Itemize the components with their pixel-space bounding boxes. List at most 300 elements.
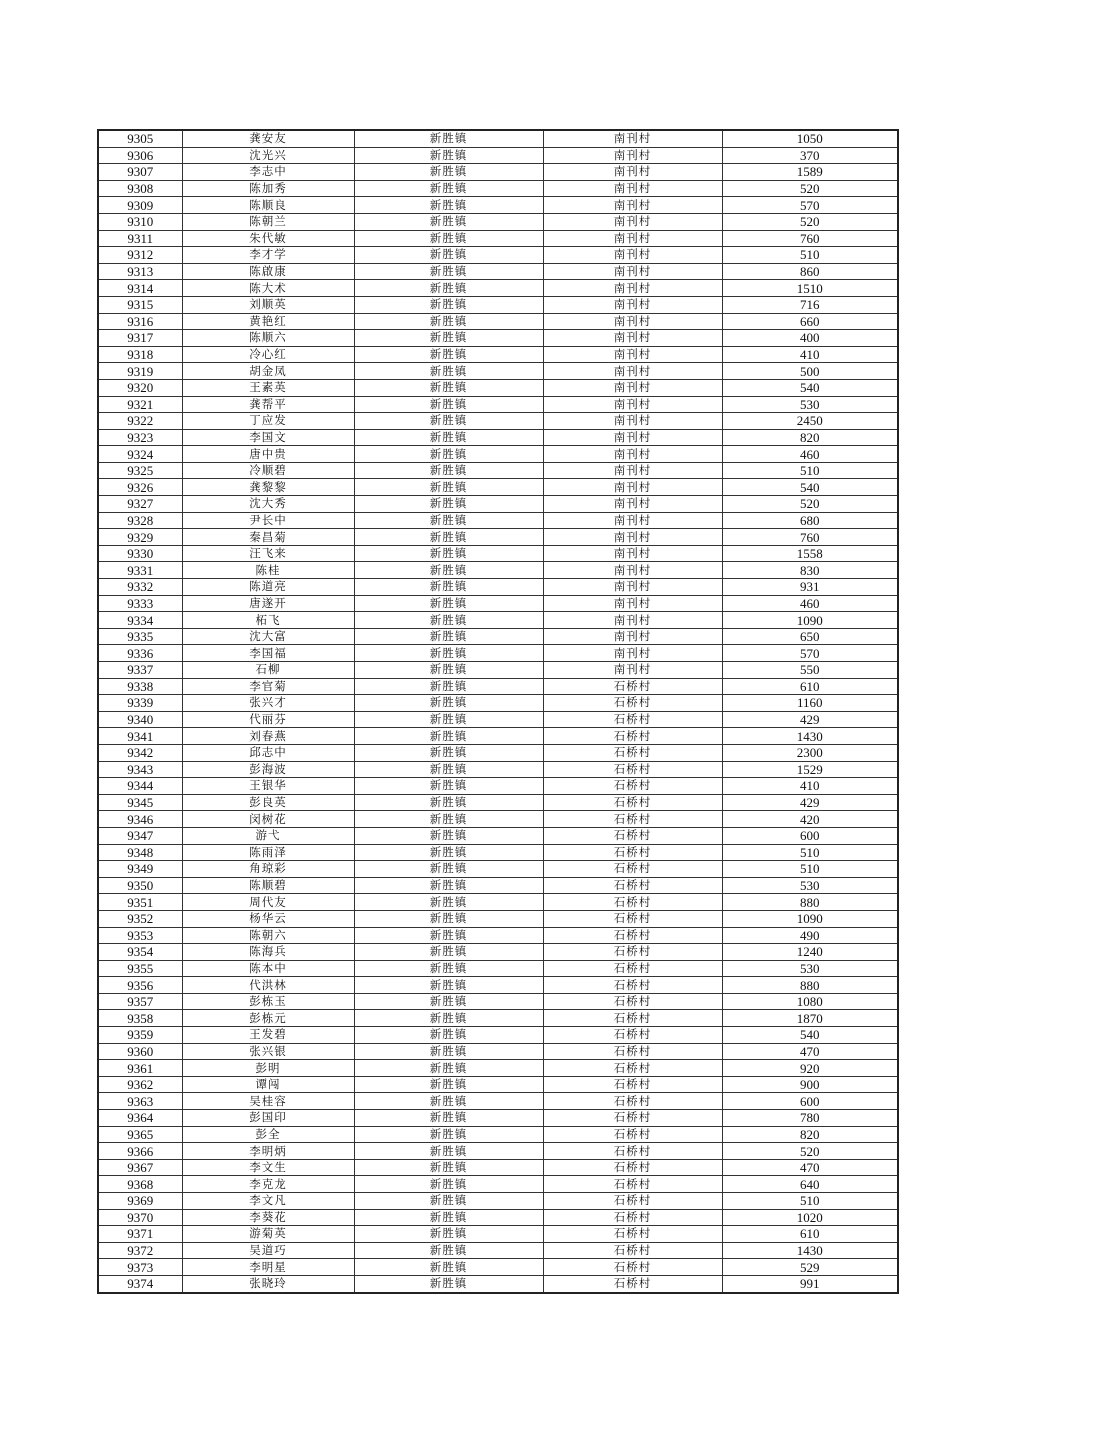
amount-cell: 640: [722, 1176, 898, 1193]
table-row: [98, 695, 898, 712]
name-cell: 李文凡: [182, 1193, 354, 1210]
id-cell: 9361: [98, 1060, 182, 1077]
village-cell: 南刊村: [543, 379, 722, 396]
town-cell: 新胜镇: [354, 413, 543, 430]
amount-cell: 780: [722, 1110, 898, 1127]
village-cell: 南刊村: [543, 280, 722, 297]
name-cell: 龚安友: [182, 130, 354, 147]
amount-cell: 1080: [722, 993, 898, 1010]
town-cell: 新胜镇: [354, 844, 543, 861]
name-cell: 汪飞来: [182, 545, 354, 562]
table-row: [98, 993, 898, 1010]
amount-cell: 1558: [722, 545, 898, 562]
village-cell: 石桥村: [543, 744, 722, 761]
name-cell: 刘顺英: [182, 296, 354, 313]
village-cell: 石桥村: [543, 1060, 722, 1077]
id-cell: 9363: [98, 1093, 182, 1110]
name-cell: 冷顺碧: [182, 462, 354, 479]
id-cell: 9353: [98, 927, 182, 944]
village-cell: 石桥村: [543, 894, 722, 911]
town-cell: 新胜镇: [354, 728, 543, 745]
id-cell: 9350: [98, 877, 182, 894]
amount-cell: 470: [722, 1159, 898, 1176]
amount-cell: 860: [722, 263, 898, 280]
village-cell: 石桥村: [543, 1010, 722, 1027]
table-row: [98, 1242, 898, 1259]
id-cell: 9318: [98, 346, 182, 363]
town-cell: 新胜镇: [354, 429, 543, 446]
town-cell: 新胜镇: [354, 313, 543, 330]
id-cell: 9323: [98, 429, 182, 446]
table-row: [98, 330, 898, 347]
town-cell: 新胜镇: [354, 247, 543, 264]
amount-cell: 900: [722, 1076, 898, 1093]
town-cell: 新胜镇: [354, 993, 543, 1010]
amount-cell: 540: [722, 379, 898, 396]
name-cell: 唐遂开: [182, 595, 354, 612]
amount-cell: 520: [722, 213, 898, 230]
amount-cell: 510: [722, 1193, 898, 1210]
table-row: [98, 164, 898, 181]
amount-cell: 610: [722, 678, 898, 695]
town-cell: 新胜镇: [354, 744, 543, 761]
amount-cell: 400: [722, 330, 898, 347]
amount-cell: 880: [722, 894, 898, 911]
name-cell: 李明星: [182, 1259, 354, 1276]
id-cell: 9352: [98, 910, 182, 927]
village-cell: 南刊村: [543, 462, 722, 479]
village-cell: 石桥村: [543, 1259, 722, 1276]
table-row: [98, 346, 898, 363]
village-cell: 南刊村: [543, 363, 722, 380]
table-row: [98, 744, 898, 761]
town-cell: 新胜镇: [354, 512, 543, 529]
name-cell: 李官菊: [182, 678, 354, 695]
name-cell: 陈啟康: [182, 263, 354, 280]
town-cell: 新胜镇: [354, 1275, 543, 1292]
id-cell: 9306: [98, 147, 182, 164]
village-cell: 南刊村: [543, 429, 722, 446]
amount-cell: 760: [722, 529, 898, 546]
name-cell: 陈顺六: [182, 330, 354, 347]
town-cell: 新胜镇: [354, 927, 543, 944]
village-cell: 南刊村: [543, 230, 722, 247]
name-cell: 陈雨泽: [182, 844, 354, 861]
town-cell: 新胜镇: [354, 396, 543, 413]
table-row: [98, 462, 898, 479]
table-row: [98, 977, 898, 994]
table-row: [98, 678, 898, 695]
id-cell: 9320: [98, 379, 182, 396]
name-cell: 陈朝六: [182, 927, 354, 944]
table-row: [98, 496, 898, 513]
name-cell: 彭栋玉: [182, 993, 354, 1010]
id-cell: 9357: [98, 993, 182, 1010]
town-cell: 新胜镇: [354, 662, 543, 679]
town-cell: 新胜镇: [354, 778, 543, 795]
village-cell: 南刊村: [543, 628, 722, 645]
town-cell: 新胜镇: [354, 1209, 543, 1226]
id-cell: 9345: [98, 794, 182, 811]
village-cell: 南刊村: [543, 529, 722, 546]
town-cell: 新胜镇: [354, 330, 543, 347]
name-cell: 张晓玲: [182, 1275, 354, 1292]
name-cell: 代洪林: [182, 977, 354, 994]
id-cell: 9372: [98, 1242, 182, 1259]
amount-cell: 1510: [722, 280, 898, 297]
amount-cell: 370: [722, 147, 898, 164]
town-cell: 新胜镇: [354, 446, 543, 463]
id-cell: 9334: [98, 612, 182, 629]
village-cell: 石桥村: [543, 1143, 722, 1160]
id-cell: 9324: [98, 446, 182, 463]
id-cell: 9335: [98, 628, 182, 645]
table-row: [98, 645, 898, 662]
amount-cell: 530: [722, 396, 898, 413]
name-cell: 李国文: [182, 429, 354, 446]
name-cell: 沈大秀: [182, 496, 354, 513]
village-cell: 石桥村: [543, 1176, 722, 1193]
village-cell: 南刊村: [543, 413, 722, 430]
village-cell: 南刊村: [543, 197, 722, 214]
amount-cell: 820: [722, 1126, 898, 1143]
id-cell: 9332: [98, 579, 182, 596]
town-cell: 新胜镇: [354, 977, 543, 994]
id-cell: 9343: [98, 761, 182, 778]
amount-cell: 1090: [722, 612, 898, 629]
village-cell: 石桥村: [543, 844, 722, 861]
table-row: [98, 595, 898, 612]
amount-cell: 530: [722, 960, 898, 977]
amount-cell: 660: [722, 313, 898, 330]
village-cell: 南刊村: [543, 496, 722, 513]
table-row: [98, 579, 898, 596]
town-cell: 新胜镇: [354, 861, 543, 878]
name-cell: 石柳: [182, 662, 354, 679]
table-row: [98, 247, 898, 264]
amount-cell: 920: [722, 1060, 898, 1077]
id-cell: 9338: [98, 678, 182, 695]
name-cell: 王素英: [182, 379, 354, 396]
village-cell: 石桥村: [543, 827, 722, 844]
village-cell: 石桥村: [543, 944, 722, 961]
town-cell: 新胜镇: [354, 579, 543, 596]
amount-cell: 500: [722, 363, 898, 380]
name-cell: 吴桂容: [182, 1093, 354, 1110]
town-cell: 新胜镇: [354, 130, 543, 147]
id-cell: 9330: [98, 545, 182, 562]
table-row: [98, 230, 898, 247]
name-cell: 游菊英: [182, 1226, 354, 1243]
id-cell: 9328: [98, 512, 182, 529]
name-cell: 陈顺良: [182, 197, 354, 214]
town-cell: 新胜镇: [354, 363, 543, 380]
name-cell: 周代友: [182, 894, 354, 911]
amount-cell: 680: [722, 512, 898, 529]
amount-cell: 820: [722, 429, 898, 446]
amount-cell: 830: [722, 562, 898, 579]
amount-cell: 1050: [722, 130, 898, 147]
town-cell: 新胜镇: [354, 479, 543, 496]
table-row: [98, 877, 898, 894]
table-row: [98, 296, 898, 313]
table-row: [98, 1209, 898, 1226]
town-cell: 新胜镇: [354, 180, 543, 197]
village-cell: 石桥村: [543, 711, 722, 728]
name-cell: 王发碧: [182, 1027, 354, 1044]
amount-cell: 570: [722, 645, 898, 662]
table-row: [98, 1027, 898, 1044]
amount-cell: 510: [722, 844, 898, 861]
id-cell: 9374: [98, 1275, 182, 1292]
table-row: [98, 562, 898, 579]
village-cell: 石桥村: [543, 778, 722, 795]
village-cell: 石桥村: [543, 1027, 722, 1044]
table-row: [98, 479, 898, 496]
name-cell: 吴道巧: [182, 1242, 354, 1259]
town-cell: 新胜镇: [354, 230, 543, 247]
id-cell: 9329: [98, 529, 182, 546]
amount-cell: 520: [722, 1143, 898, 1160]
village-cell: 石桥村: [543, 761, 722, 778]
amount-cell: 1589: [722, 164, 898, 181]
village-cell: 南刊村: [543, 479, 722, 496]
id-cell: 9358: [98, 1010, 182, 1027]
name-cell: 龚黎黎: [182, 479, 354, 496]
village-cell: 南刊村: [543, 446, 722, 463]
town-cell: 新胜镇: [354, 164, 543, 181]
amount-cell: 529: [722, 1259, 898, 1276]
village-cell: 石桥村: [543, 1226, 722, 1243]
table-row: [98, 927, 898, 944]
table-row: [98, 728, 898, 745]
name-cell: 李文生: [182, 1159, 354, 1176]
village-cell: 南刊村: [543, 130, 722, 147]
table-row: [98, 910, 898, 927]
town-cell: 新胜镇: [354, 280, 543, 297]
amount-cell: 429: [722, 711, 898, 728]
id-cell: 9336: [98, 645, 182, 662]
id-cell: 9341: [98, 728, 182, 745]
table-row: [98, 960, 898, 977]
village-cell: 南刊村: [543, 579, 722, 596]
id-cell: 9342: [98, 744, 182, 761]
amount-cell: 410: [722, 778, 898, 795]
table-row: [98, 1043, 898, 1060]
village-cell: 石桥村: [543, 927, 722, 944]
id-cell: 9326: [98, 479, 182, 496]
table-row: [98, 1193, 898, 1210]
name-cell: 冷心红: [182, 346, 354, 363]
town-cell: 新胜镇: [354, 910, 543, 927]
table-row: [98, 1076, 898, 1093]
name-cell: 彭栋元: [182, 1010, 354, 1027]
town-cell: 新胜镇: [354, 1193, 543, 1210]
town-cell: 新胜镇: [354, 1027, 543, 1044]
name-cell: 唐中贵: [182, 446, 354, 463]
amount-cell: 610: [722, 1226, 898, 1243]
amount-cell: 1160: [722, 695, 898, 712]
name-cell: 张兴才: [182, 695, 354, 712]
id-cell: 9305: [98, 130, 182, 147]
id-cell: 9316: [98, 313, 182, 330]
id-cell: 9331: [98, 562, 182, 579]
village-cell: 南刊村: [543, 313, 722, 330]
id-cell: 9349: [98, 861, 182, 878]
amount-cell: 880: [722, 977, 898, 994]
name-cell: 彭良英: [182, 794, 354, 811]
amount-cell: 410: [722, 346, 898, 363]
village-cell: 石桥村: [543, 1159, 722, 1176]
town-cell: 新胜镇: [354, 1242, 543, 1259]
id-cell: 9339: [98, 695, 182, 712]
table-row: [98, 545, 898, 562]
town-cell: 新胜镇: [354, 1226, 543, 1243]
town-cell: 新胜镇: [354, 462, 543, 479]
id-cell: 9321: [98, 396, 182, 413]
id-cell: 9364: [98, 1110, 182, 1127]
village-cell: 南刊村: [543, 147, 722, 164]
town-cell: 新胜镇: [354, 894, 543, 911]
table-row: [98, 180, 898, 197]
name-cell: 李克龙: [182, 1176, 354, 1193]
table-row: [98, 1275, 898, 1292]
town-cell: 新胜镇: [354, 197, 543, 214]
id-cell: 9337: [98, 662, 182, 679]
id-cell: 9368: [98, 1176, 182, 1193]
name-cell: 沈光兴: [182, 147, 354, 164]
id-cell: 9333: [98, 595, 182, 612]
village-cell: 南刊村: [543, 346, 722, 363]
name-cell: 黄艳红: [182, 313, 354, 330]
table-row: [98, 778, 898, 795]
town-cell: 新胜镇: [354, 562, 543, 579]
village-cell: 南刊村: [543, 645, 722, 662]
amount-cell: 1430: [722, 1242, 898, 1259]
town-cell: 新胜镇: [354, 296, 543, 313]
table-row: [98, 1060, 898, 1077]
table-row: [98, 1143, 898, 1160]
table-row: [98, 429, 898, 446]
id-cell: 9310: [98, 213, 182, 230]
town-cell: 新胜镇: [354, 695, 543, 712]
id-cell: 9344: [98, 778, 182, 795]
town-cell: 新胜镇: [354, 1093, 543, 1110]
village-cell: 石桥村: [543, 1275, 722, 1292]
village-cell: 石桥村: [543, 794, 722, 811]
amount-cell: 429: [722, 794, 898, 811]
town-cell: 新胜镇: [354, 545, 543, 562]
village-cell: 石桥村: [543, 1193, 722, 1210]
amount-cell: 1870: [722, 1010, 898, 1027]
amount-cell: 420: [722, 811, 898, 828]
table-row: [98, 130, 898, 147]
village-cell: 石桥村: [543, 678, 722, 695]
table-row: [98, 811, 898, 828]
name-cell: 尹长中: [182, 512, 354, 529]
table-row: [98, 711, 898, 728]
amount-cell: 550: [722, 662, 898, 679]
village-cell: 石桥村: [543, 910, 722, 927]
id-cell: 9314: [98, 280, 182, 297]
name-cell: 沈大富: [182, 628, 354, 645]
table-row: [98, 1259, 898, 1276]
town-cell: 新胜镇: [354, 147, 543, 164]
town-cell: 新胜镇: [354, 263, 543, 280]
table-row: [98, 213, 898, 230]
town-cell: 新胜镇: [354, 529, 543, 546]
village-cell: 南刊村: [543, 213, 722, 230]
town-cell: 新胜镇: [354, 1060, 543, 1077]
name-cell: 陈桂: [182, 562, 354, 579]
town-cell: 新胜镇: [354, 496, 543, 513]
village-cell: 石桥村: [543, 1076, 722, 1093]
id-cell: 9317: [98, 330, 182, 347]
id-cell: 9371: [98, 1226, 182, 1243]
amount-cell: 2450: [722, 413, 898, 430]
table-row: [98, 313, 898, 330]
records-table-body: [98, 130, 898, 1293]
amount-cell: 540: [722, 1027, 898, 1044]
id-cell: 9351: [98, 894, 182, 911]
village-cell: 南刊村: [543, 164, 722, 181]
name-cell: 王银华: [182, 778, 354, 795]
village-cell: 南刊村: [543, 595, 722, 612]
town-cell: 新胜镇: [354, 761, 543, 778]
amount-cell: 716: [722, 296, 898, 313]
amount-cell: 1529: [722, 761, 898, 778]
name-cell: 代丽芬: [182, 711, 354, 728]
id-cell: 9311: [98, 230, 182, 247]
id-cell: 9346: [98, 811, 182, 828]
village-cell: 石桥村: [543, 877, 722, 894]
town-cell: 新胜镇: [354, 1076, 543, 1093]
name-cell: 李志中: [182, 164, 354, 181]
table-row: [98, 844, 898, 861]
town-cell: 新胜镇: [354, 877, 543, 894]
town-cell: 新胜镇: [354, 1043, 543, 1060]
name-cell: 邱志中: [182, 744, 354, 761]
id-cell: 9312: [98, 247, 182, 264]
table-row: [98, 446, 898, 463]
table-row: [98, 827, 898, 844]
name-cell: 陈朝兰: [182, 213, 354, 230]
id-cell: 9322: [98, 413, 182, 430]
village-cell: 南刊村: [543, 396, 722, 413]
village-cell: 石桥村: [543, 1110, 722, 1127]
id-cell: 9356: [98, 977, 182, 994]
table-row: [98, 861, 898, 878]
name-cell: 李明炳: [182, 1143, 354, 1160]
village-cell: 南刊村: [543, 562, 722, 579]
name-cell: 胡金凤: [182, 363, 354, 380]
name-cell: 陈海兵: [182, 944, 354, 961]
village-cell: 石桥村: [543, 861, 722, 878]
table-row: [98, 396, 898, 413]
amount-cell: 510: [722, 861, 898, 878]
table-row: [98, 363, 898, 380]
village-cell: 南刊村: [543, 263, 722, 280]
amount-cell: 540: [722, 479, 898, 496]
id-cell: 9319: [98, 363, 182, 380]
table-row: [98, 1010, 898, 1027]
town-cell: 新胜镇: [354, 1176, 543, 1193]
amount-cell: 1240: [722, 944, 898, 961]
name-cell: 闵树花: [182, 811, 354, 828]
amount-cell: 520: [722, 496, 898, 513]
id-cell: 9369: [98, 1193, 182, 1210]
village-cell: 石桥村: [543, 1209, 722, 1226]
